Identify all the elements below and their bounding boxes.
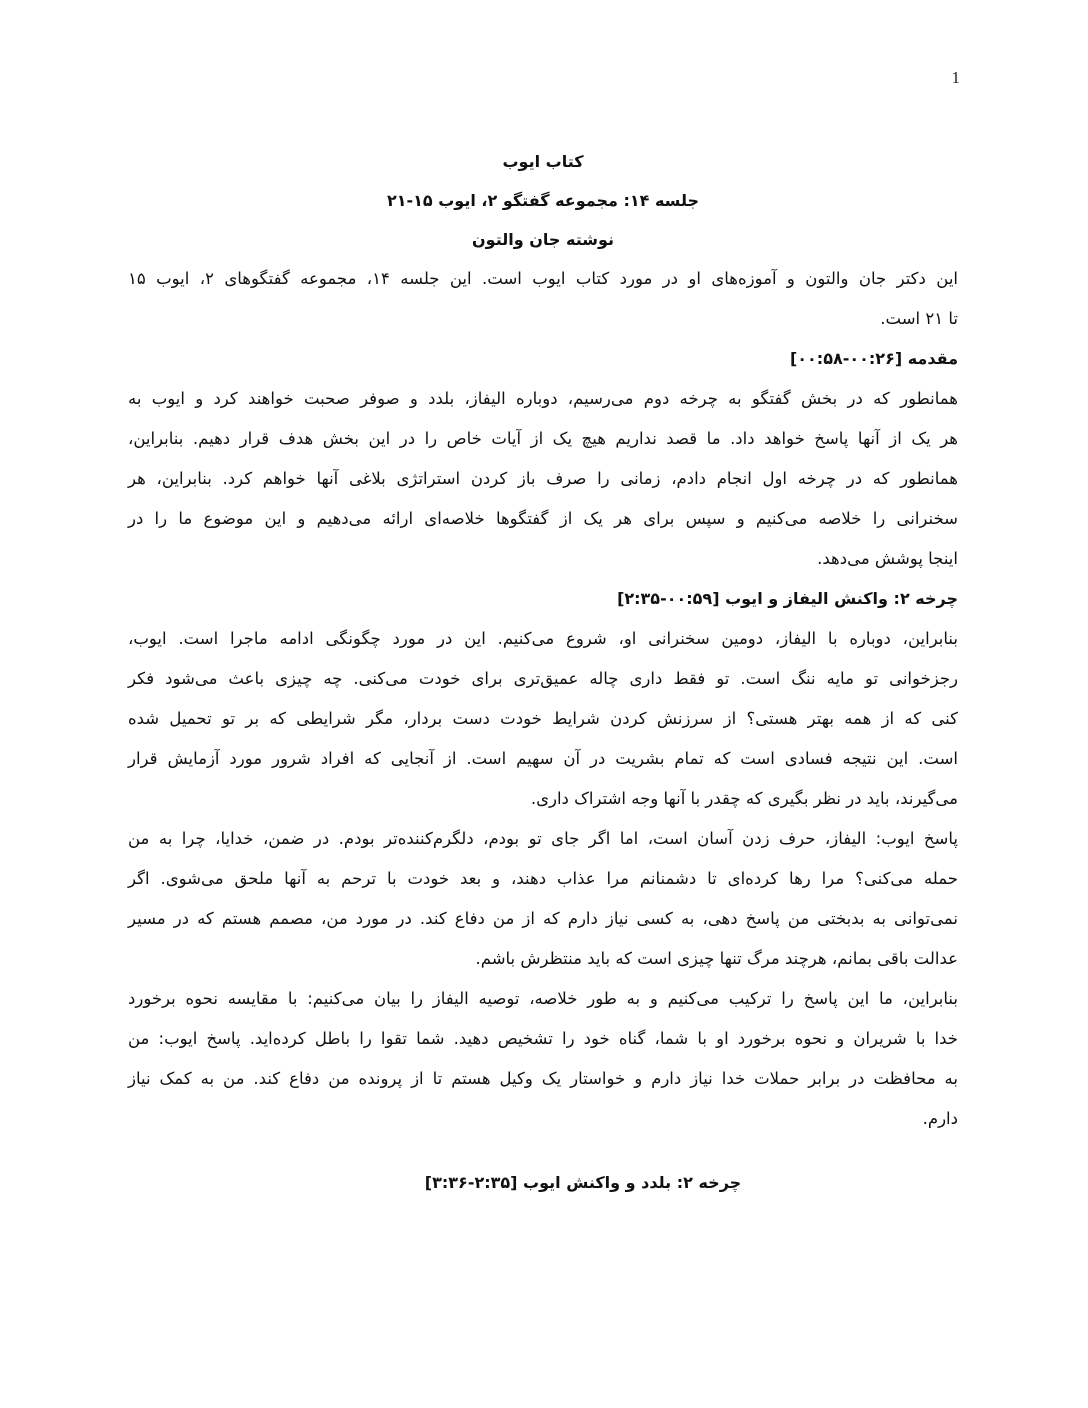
document-body (128, 142, 958, 1203)
intro-line: تا ۲۱ است. (880, 309, 958, 328)
paragraph-line: نمی‌توانی به بدبختی من پاسخ دهی، به کسی نیاز دارم که از من دفاع کند. در مورد من، مصمم هستم که در مسیر (128, 909, 958, 928)
page-number: 1 (951, 68, 960, 87)
section-heading-eliphaz-cycle: چرخه ۲: واکنش الیفاز و ایوب [۰۰:۵۹-۲:۳۵] (617, 589, 958, 608)
intro-line: این دکتر جان والتون و آموزه‌های او در مورد کتاب ایوب است. این جلسه ۱۴، مجموعه گفتگوهای ۲، ایوب ۱۵ (128, 269, 958, 288)
paragraph-line: هر یک از آنها پاسخ خواهد داد. ما قصد نداریم هیچ یک از آیات خاص را در این بخش هدف قرار دهیم. بنابراین، (128, 429, 958, 448)
session-title: جلسه ۱۴: مجموعه گفتگو ۲، ایوب ۱۵-۲۱ (386, 191, 700, 210)
paragraph-line: می‌گیرند، باید در نظر بگیری که چقدر با آنها وجه اشتراک داری. (530, 789, 958, 808)
section-heading-introduction: مقدمه [۰۰:۲۶-۰۰:۵۸] (789, 349, 958, 368)
paragraph-line: کنی که از همه بهتر هستی؟ از سرزنش کردن شرایط خودت دست بردار، مگر شرایطی که بر تو تحمیل شده (128, 709, 958, 728)
paragraph-line: به محافظت در برابر حملات خدا نیاز دارم و خواستار یک وکیل هستم تا از پرونده من دفاع کند. من به کمک نیاز (128, 1069, 958, 1088)
section-heading-bildad-cycle: چرخه ۲: بلدد و واکنش ایوب [۲:۳۵-۳:۳۶] (424, 1173, 742, 1192)
paragraph-line: حمله می‌کنی؟ مرا رها کرده‌ای تا دشمنانم مرا عذاب دهند، و بعد خودت با ترحم به آنها ملحق می‌شوی. اگر (128, 869, 958, 888)
paragraph-line: همانطور که در چرخه اول انجام دادم، زمانی را صرف باز کردن استراتژی بلاغی آنها خواهم کرد. بنابراین، هر (128, 469, 958, 488)
paragraph-line: اینجا پوشش می‌دهد. (817, 549, 958, 568)
paragraph-line: همانطور که در بخش گفتگو به چرخه دوم می‌رسیم، دوباره الیفاز، بلدد و صوفر صحبت خواهند کرد و ایوب به (128, 389, 958, 408)
paragraph-line: پاسخ ایوب: الیفاز، حرف زدن آسان است، اما اگر جای تو بودم، دلگرم‌کننده‌تر بودم. در ضمن، خدایا، چرا به من (128, 829, 958, 848)
book-title: کتاب ایوب (502, 152, 584, 171)
paragraph-line: رجزخوانی تو مایه ننگ است. تو فقط داری چاله عمیق‌تری برای خودت می‌کنی. چه چیزی باعث می‌شود فکر (128, 669, 958, 688)
paragraph-line: است. این نتیجه فسادی است که تمام بشریت در آن سهیم است. از آنجایی که افراد شرور مورد آزمایش قرار (128, 749, 958, 768)
paragraph-line: دارم. (922, 1109, 958, 1128)
paragraph-line: خدا با شریران و نحوه برخورد او با شما، گناه خود را تشخیص دهید. شما تقوا را باطل کرده‌اید. پاسخ ایوب: من (128, 1029, 958, 1048)
paragraph-line: بنابراین، دوباره با الیفاز، دومین سخنرانی او، شروع می‌کنیم. این در مورد چگونگی ادامه ماجرا است. ایوب، (128, 629, 958, 648)
paragraph-line: بنابراین، ما این پاسخ را ترکیب می‌کنیم و به طور خلاصه، توصیه الیفاز را بیان می‌کنیم: با مقایسه نحوه برخورد (128, 989, 958, 1008)
paragraph-line: عدالت باقی بمانم، هرچند مرگ تنها چیزی است که باید منتظرش باشم. (475, 949, 958, 968)
author-line: نوشته جان والتون (472, 230, 614, 249)
paragraph-line: سخنرانی را خلاصه می‌کنیم و سپس برای هر یک از گفتگوها خلاصه‌ای ارائه می‌دهیم و این موضوع ما را در (128, 509, 958, 528)
spacer (128, 1139, 958, 1163)
